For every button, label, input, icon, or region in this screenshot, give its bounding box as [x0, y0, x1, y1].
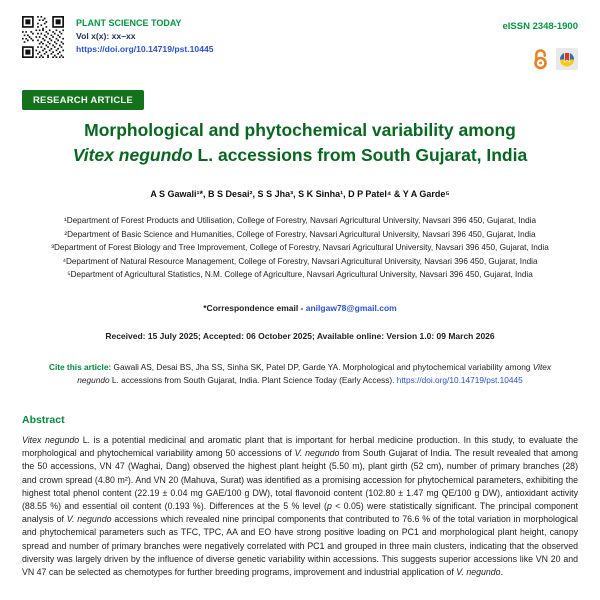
eissn-label: eISSN 2348-1900 — [502, 21, 578, 32]
affiliation-line: ¹Department of Forest Products and Utilisation, College of Forestry, Navsari Agricultural University, Navsari 396 450, Gujarat, India — [63, 216, 537, 225]
article-title-line1: Morphological and phytochemical variability among — [84, 120, 516, 140]
header-right — [502, 16, 578, 70]
journal-brand — [22, 16, 214, 58]
affiliation-line: ³Department of Forest Biology and Tree Improvement, College of Forestry, Navsari Agricultural University, Navsari 396 450, Gujarat, India — [51, 243, 549, 253]
journal-info — [76, 16, 214, 58]
affiliation-line: ⁴Department of Natural Resource Management, College of Forestry, Navsari Agricultural University, Navsari 396 450, Gujarat, India — [62, 256, 538, 266]
article-title-line2: Vitex negundo L. accessions from South Gujarat, India — [72, 145, 528, 165]
abstract-text: Vitex negundo L. is a potential medicinal and aromatic plant that is important for herbal medicine production. In this study, to evaluate the morphological and phytochemical variability among 50 accessions of V. negundo from South Gujarat of India. The result revealed that among the 50 accessions, VN 47 (Waghai, Dang) observed the highest plant height (5.50 m), plant girth (52 cm), number of primary branches (28) and crown spread (4.80 m²). And VN 20 (Mahuva, Surat) was identified as a promising accession for phytochemical parameters, exhibiting the highest total phenol content (22.19 ± 0.04 mg GAE/100 g DW), total flavonoid content (102.80 ± 1.47 mg QE/100 g DW), antioxidant activity (88.55 %) and essential oil content (0.193 %). Differences at the 5 % level (p < 0.05) were statistically significant. The principal component analysis of V. negundo accessions which revealed nine principal components that contributed to 76.6 % of the total variation in morphological and phytochemical parameters such as TFC, TPC, AA and EO have strong positive loading on PC1 and morphological plant height, canopy spread and number of primary branches were negatively correlated with PC1 and grouped in three main clusters, indicating that the observed diversity was largely driven by the influence of diverse genetic variability within accessions. This suggests superior accessions like VN 20 and VN 47 can be selected as chemotypes for further breeding programs, improvement and industrial application of V. negundo. — [22, 434, 579, 577]
abstract-heading: Abstract — [22, 413, 65, 426]
open-access-icon — [532, 47, 549, 70]
journal-doi-link[interactable]: https://doi.org/10.14719/pst.10445 — [76, 44, 214, 54]
check-for-updates-icon[interactable] — [556, 48, 578, 70]
journal-volume: Vol x(x): xx–xx — [76, 31, 136, 41]
article-dates: Received: 15 July 2025; Accepted: 06 October 2025; Available online: Version 1.0: 09 March 2026 — [105, 330, 495, 341]
correspondence-line[interactable]: *Correspondence email - anilgaw78@gmail.com — [203, 302, 397, 313]
qr-code-icon — [22, 16, 64, 58]
article-title — [22, 118, 578, 168]
page-header — [22, 16, 578, 70]
journal-name: PLANT SCIENCE TODAY — [76, 18, 182, 28]
header-icons — [532, 47, 578, 70]
article-type-badge: RESEARCH ARTICLE — [22, 90, 144, 110]
affiliation-line: ²Department of Basic Science and Humanities, College of Forestry, Navsari Agricultural University, Navsari 396 450, Gujarat, India — [64, 229, 536, 239]
affiliations — [22, 214, 578, 282]
author-list: A S Gawali¹*, B S Desai², S S Jha³, S K Sinha¹, D P Patel⁴ & Y A Garde⁵ — [150, 189, 450, 199]
affiliation-line: ⁵Department of Agricultural Statistics, N.M. College of Agriculture, Navsari Agricultural University, Navsari 396 450, Gujarat, India — [67, 270, 533, 280]
cite-this-article[interactable]: Cite this article: Gawali AS, Desai BS, Jha SS, Sinha SK, Patel DP, Garde YA. Morphological and phytochemical variability among Vitex negundo L. accessions from South Gujarat, India. Plant Science Today (Early Access). https://doi.org/10.14719/pst.10445 — [48, 361, 552, 385]
